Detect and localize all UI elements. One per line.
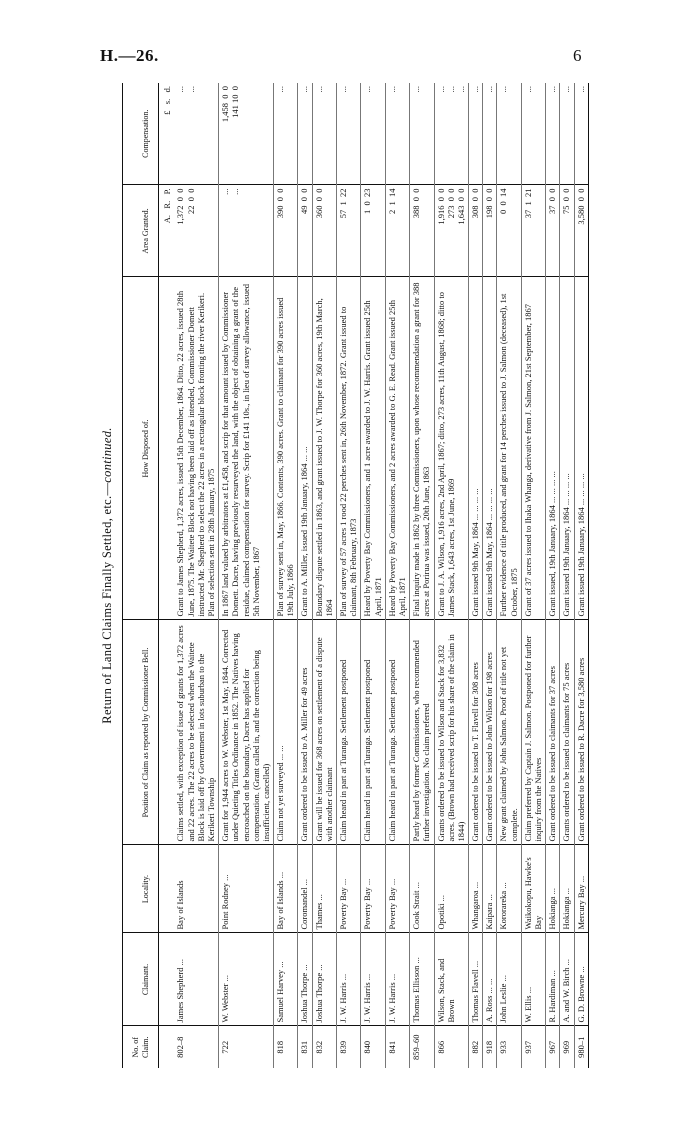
- col-header-locality: Locality.: [123, 845, 159, 933]
- how-disposed: Grant to J. A. Wilson, 1,916 acres, 2nd April, 1867; ditto, 273 acres, 11th August, 1868; ditto to James Stack, 1,643 acres, 1st June, 1869: [434, 277, 469, 620]
- claimant: J. W. Harris ...: [385, 933, 409, 1026]
- area-granted: 2 1 14: [385, 185, 409, 277]
- claimant: W. Ellis ...: [521, 933, 545, 1026]
- claimant: J. W. Harris ...: [361, 933, 385, 1026]
- claimant: Thomas Flavell ...: [469, 933, 483, 1026]
- how-disposed: Grant to James Shepherd, 1,372 acres, issued 15th December, 1864. Ditto, 22 acres, issued 28th June, 1875. The Waitete Block not having been laid off as intended, Commissioner Domett instructed Mr. Shepherd to select the 22 acres in a rectangular block fronting the river Kerikeri. Plan of selection sent in 28th January, 1875: [174, 277, 218, 620]
- area-granted: 360 0 0: [312, 185, 336, 277]
- claim-number: 866: [434, 1026, 469, 1068]
- claimant: John Leslie ...: [497, 933, 521, 1026]
- position-of-claim: Claim not yet surveyed ... ...: [274, 620, 298, 845]
- how-disposed: Grant of 37 acres issued to Ihaka Whanga, derivative from J. Salmon, 21st September, 1867: [521, 277, 545, 620]
- locality: Mercury Bay ...: [574, 845, 588, 933]
- compensation: ...: [361, 83, 385, 185]
- how-disposed: Grant to A. Miller, issued 19th January, 1864 ... ...: [298, 277, 312, 620]
- units-row: [159, 83, 175, 1068]
- locality: Bay of Islands: [174, 845, 218, 933]
- position-of-claim: Claim heard in part at Turanga. Settlement postponed: [385, 620, 409, 845]
- compensation: ...: [574, 83, 588, 185]
- table-row: [434, 83, 469, 1068]
- locality: Whangaroa ...: [469, 845, 483, 933]
- locality: Opotiki ...: [434, 845, 469, 933]
- col-header-disposed: How Disposed of.: [123, 277, 159, 620]
- area-granted: 3,580 0 0: [574, 185, 588, 277]
- position-of-claim: Grant ordered to be issued to claimants for 37 acres: [546, 620, 560, 845]
- claimant: James Shepherd ...: [174, 933, 218, 1026]
- locality: Kororareka ...: [497, 845, 521, 933]
- compensation: ...: [546, 83, 560, 185]
- table-row: [312, 83, 336, 1068]
- table-row: [298, 83, 312, 1068]
- table-row: [219, 83, 274, 1068]
- compensation: ...: [483, 83, 497, 185]
- compensation: ...: [497, 83, 521, 185]
- compensation: ...: [560, 83, 574, 185]
- locality: Thames ...: [312, 845, 336, 933]
- locality: Hokianga ...: [546, 845, 560, 933]
- comp-units: £ s. d.: [159, 83, 175, 185]
- claimant: R. Hardiman ...: [546, 933, 560, 1026]
- table-title-suffix: continued.: [100, 427, 114, 483]
- claimant: Joshua Thorpe ...: [298, 933, 312, 1026]
- how-disposed: Grant issued 9th May, 1864 ... ... ... ...: [469, 277, 483, 620]
- table-row: [410, 83, 434, 1068]
- how-disposed: Grant issued 9th May, 1864 ... ... ... ...: [483, 277, 497, 620]
- rotated-table-region: [100, 83, 656, 1068]
- area-granted: 308 0 0: [469, 185, 483, 277]
- table-row: [337, 83, 361, 1068]
- how-disposed: Heard by Poverty Bay Commissioners, and 1 acre awarded to J. W. Harris. Grant issued 25th April, 1871: [361, 277, 385, 620]
- position-of-claim: Claim heard in part at Turanga. Settlement postponed: [361, 620, 385, 845]
- position-of-claim: Grant ordered to be issued to John Wilson for 198 acres: [483, 620, 497, 845]
- claimant: Wilson, Stack, and Brown: [434, 933, 469, 1026]
- position-of-claim: Grant ordered to be issued to R. Dacre for 3,580 acres: [574, 620, 588, 845]
- claim-number: 832: [312, 1026, 336, 1068]
- table-row: [546, 83, 560, 1068]
- compensation: ...: [274, 83, 298, 185]
- claimant: Joshua Thorpe ...: [312, 933, 336, 1026]
- claim-number: 918: [483, 1026, 497, 1068]
- how-disposed: Grant issued 19th January, 1864 ... ... ... ...: [560, 277, 574, 620]
- how-disposed: Final inquiry made in 1862 by three Commissioners, upon whose recommendation a grant for 388 acres at Porirua was issued, 20th June, 1863: [410, 277, 434, 620]
- claim-number: 859–60: [410, 1026, 434, 1068]
- table-row: [274, 83, 298, 1068]
- how-disposed: Heard by Poverty Bay Commissioners, and 2 acres awarded to G. E. Read. Grant issued 25th April, 1871: [385, 277, 409, 620]
- claimant: J. W. Harris ...: [337, 933, 361, 1026]
- position-of-claim: Grants ordered to be issued to claimants for 75 acres: [560, 620, 574, 845]
- how-disposed: Plan of survey sent in, May, 1866. Contents, 390 acres. Grant to claimant for 390 acres issued 19th July, 1866: [274, 277, 298, 620]
- area-granted: 0 0 14: [497, 185, 521, 277]
- position-of-claim: Grants ordered to be issued to Wilson and Stack for 3,832 acres. (Brown had received scrip for his share of the claim in 1844): [434, 620, 469, 845]
- table-body: [159, 83, 589, 1068]
- table-row: [361, 83, 385, 1068]
- area-granted: 1,916 0 0 273 0 0 1,643 0 0: [434, 185, 469, 277]
- compensation: ...: [337, 83, 361, 185]
- locality: Hokianga ...: [560, 845, 574, 933]
- area-granted: 388 0 0: [410, 185, 434, 277]
- table-row: [385, 83, 409, 1068]
- position-of-claim: New grant claimed by John Salmon. Proof of title not yet complete.: [497, 620, 521, 845]
- area-granted: 57 1 22: [337, 185, 361, 277]
- position-of-claim: Claims settled, with exception of issue of grants for 1,372 acres and 22 acres. The 22 acres to be selected when the Waitete Block is laid off by Government in lots suburban to the Kerikeri Township: [174, 620, 218, 845]
- area-granted: 37 1 21: [521, 185, 545, 277]
- area-granted: ... ...: [219, 185, 274, 277]
- claimant: G. D. Browne ...: [574, 933, 588, 1026]
- how-disposed: Boundary dispute settled in 1863, and grant issued to J. W. Thorpe for 360 acres, 19th March, 1864: [312, 277, 336, 620]
- how-disposed: Grant issued 19th January, 1864 ... ... ... ...: [574, 277, 588, 620]
- table-row: [574, 83, 588, 1068]
- claim-number: 722: [219, 1026, 274, 1068]
- claim-number: 967: [546, 1026, 560, 1068]
- col-header-no: No. of Claim.: [123, 1026, 159, 1068]
- locality: Kaipara ...: [483, 845, 497, 933]
- table-row: [560, 83, 574, 1068]
- claim-number: 933: [497, 1026, 521, 1068]
- col-header-position: Position of Claim as reported by Commissioner Bell.: [123, 620, 159, 845]
- compensation: ... ... ...: [434, 83, 469, 185]
- locality: Bay of Islands ...: [274, 845, 298, 933]
- position-of-claim: Claim preferred by Captain J. Salmon. Postponed for further inquiry from the Natives: [521, 620, 545, 845]
- claim-number: 818: [274, 1026, 298, 1068]
- area-granted: 390 0 0: [274, 185, 298, 277]
- compensation: 1,458 0 0 141 10 0: [219, 83, 274, 185]
- claimant: W. Webster ...: [219, 933, 274, 1026]
- claim-number: 831: [298, 1026, 312, 1068]
- position-of-claim: Partly heard by former Commissioners, who recommended further investigation. No claim preferred: [410, 620, 434, 845]
- compensation: ...: [410, 83, 434, 185]
- locality: Poverty Bay ...: [337, 845, 361, 933]
- land-claims-table: [122, 83, 589, 1068]
- position-of-claim: Grant will be issued for 368 acres on settlement of a dispute with another claimant: [312, 620, 336, 845]
- locality: Poverty Bay ...: [361, 845, 385, 933]
- page-reference: H.—26.: [100, 46, 159, 65]
- position-of-claim: Grant ordered to be issued to T. Flavell for 308 acres: [469, 620, 483, 845]
- claim-number: 839: [337, 1026, 361, 1068]
- claim-number: 802–8: [174, 1026, 218, 1068]
- compensation: ...: [385, 83, 409, 185]
- table-row: [521, 83, 545, 1068]
- table-row: [174, 83, 218, 1068]
- compensation: ...: [312, 83, 336, 185]
- table-title: [100, 83, 122, 1068]
- compensation: ...: [298, 83, 312, 185]
- position-of-claim: Grant for 1,944 acres to W. Webster, 1st May, 1844. Corrected under Quieting Titles Ordinance in 1852. The Natives having encroached on the boundary, Dacre has applied for compensation. (Grant called in, and the correction being insufficient, cancelled): [219, 620, 274, 845]
- claimant: A. Ross ... ...: [483, 933, 497, 1026]
- compensation: ...: [521, 83, 545, 185]
- table-title-main: Return of Land Claims Finally Settled, etc.—: [100, 482, 114, 724]
- claimant: Thomas Ellisson ...: [410, 933, 434, 1026]
- col-header-claimant: Claimant.: [123, 933, 159, 1026]
- locality: Poverty Bay ...: [385, 845, 409, 933]
- how-disposed: In 1867 land valued by arbitrators at £1,458, and scrip for that amount issued by Commissioner Domett. Dacre, having previously resurveyed the land, with the object of obtaining a grant of the residue, claimed compensation for survey. Scrip for £141 10s., in lieu of survey allowance, issued 5th November, 1867: [219, 277, 274, 620]
- how-disposed: Plan of survey of 57 acres 1 rood 22 perches sent in, 26th November, 1872. Grant issued to claimant, 8th February, 1873: [337, 277, 361, 620]
- header-row: [123, 83, 159, 1068]
- claim-number: 969: [560, 1026, 574, 1068]
- area-granted: 49 0 0: [298, 185, 312, 277]
- area-granted: 198 0 0: [483, 185, 497, 277]
- table-row: [483, 83, 497, 1068]
- col-header-comp: Compensation.: [123, 83, 159, 185]
- claim-number: 980–1: [574, 1026, 588, 1068]
- compensation: ...: [469, 83, 483, 185]
- area-units: A. R. P.: [159, 185, 175, 277]
- area-granted: 1,372 0 0 22 0 0: [174, 185, 218, 277]
- position-of-claim: Claim heard in part at Turanga. Settlement postponed: [337, 620, 361, 845]
- area-granted: 1 0 23: [361, 185, 385, 277]
- how-disposed: Further evidence of title produced, and grant for 14 perches issued to J. Salmon (deceased), 1st October, 1875: [497, 277, 521, 620]
- col-header-area: Area Granted.: [123, 185, 159, 277]
- area-granted: 75 0 0: [560, 185, 574, 277]
- table-row: [497, 83, 521, 1068]
- how-disposed: Grant issued, 19th January, 1864 ... ... ... ...: [546, 277, 560, 620]
- claim-number: 841: [385, 1026, 409, 1068]
- claim-number: 937: [521, 1026, 545, 1068]
- locality: Coromandel ...: [298, 845, 312, 933]
- locality: Point Rodney ...: [219, 845, 274, 933]
- area-granted: 37 0 0: [546, 185, 560, 277]
- page-number: 6: [573, 46, 582, 65]
- claimant: A. and W. Birch ...: [560, 933, 574, 1026]
- compensation: ... ...: [174, 83, 218, 185]
- position-of-claim: Grant ordered to be issued to A. Miller for 49 acres: [298, 620, 312, 845]
- claimant: Samuel Harvey ...: [274, 933, 298, 1026]
- locality: Cook Strait ...: [410, 845, 434, 933]
- table-row: [469, 83, 483, 1068]
- locality: Waikokopu, Hawke's Bay: [521, 845, 545, 933]
- claim-number: 882: [469, 1026, 483, 1068]
- claim-number: 840: [361, 1026, 385, 1068]
